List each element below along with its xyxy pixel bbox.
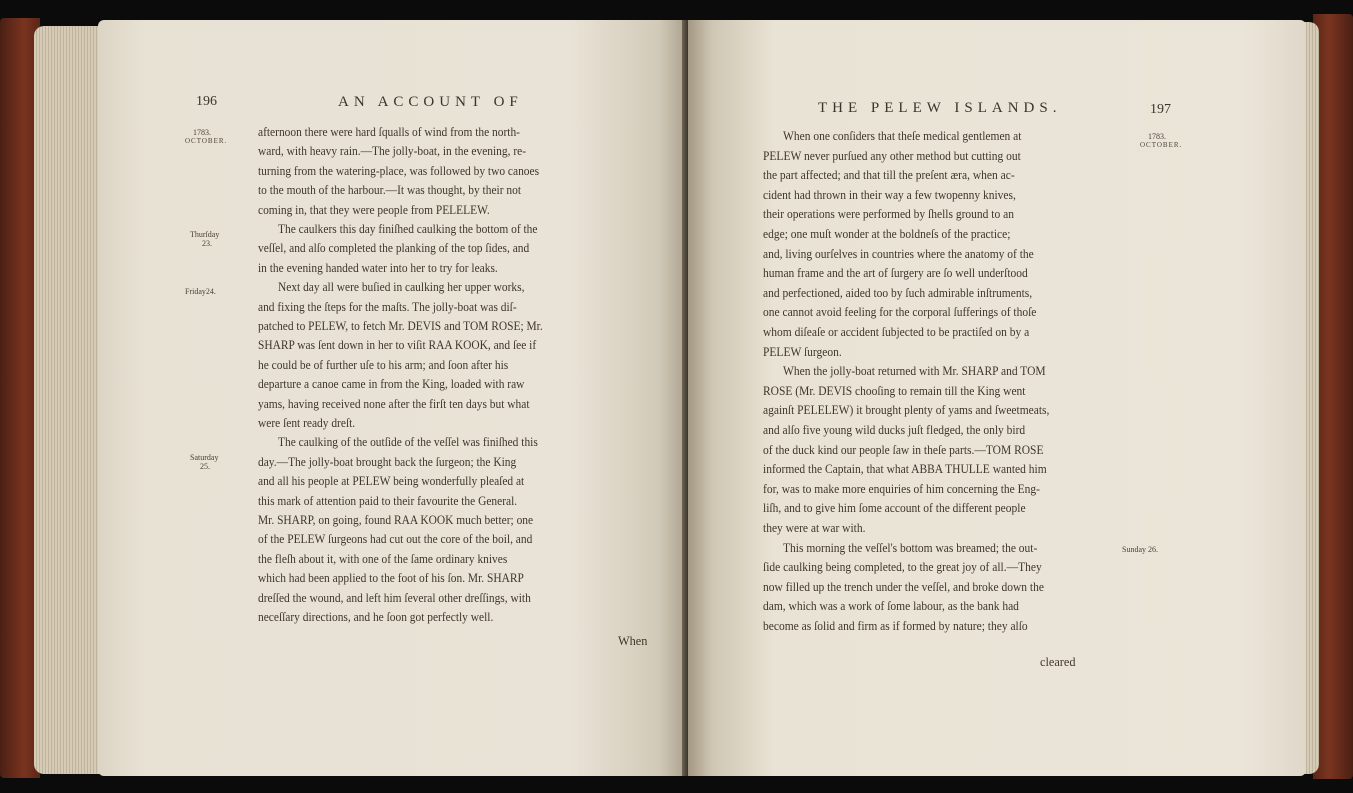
right-margin-note-date [1140,132,1182,150]
text-line: neceſſary directions, and he ſoon got perfectly well. [258,610,494,624]
margin-day-label: Friday24. [185,287,216,296]
margin-day-label: Saturday [190,453,219,462]
left-page-edges [34,26,104,774]
text-line: againſt PELELEW) it brought plenty of yams and ſweetmeats, [763,403,1050,418]
text-line: were ſent ready dreſt. [258,416,356,430]
text-line: departure a canoe came in from the King, loaded with raw [258,377,525,392]
text-line: their operations were performed by ſhells ground to an [763,207,1014,222]
text-line: they were at war with. [763,521,866,535]
text-line: Next day all were buſied in caulking her upper works, [278,280,525,295]
text-line: When one conſiders that theſe medical gentlemen at [783,129,1022,143]
text-line: patched to PELEW, to fetch Mr. DEVIS and TOM ROSE; Mr. [258,319,543,333]
left-running-head: AN ACCOUNT OF [338,94,523,110]
right-running-head: THE PELEW ISLANDS. [818,100,1062,116]
text-line: informed the Captain, that what ABBA THULLE wanted him [763,462,1047,477]
text-line: and alſo five young wild ducks juſt fledged, the only bird [763,423,1026,437]
margin-month: OCTOBER. [1140,141,1183,149]
margin-day-number: 25. [200,462,210,471]
text-line: liſh, and to give him ſome account of the different people [763,501,1026,516]
text-line: the fleſh about it, with one of the ſame ordinary knives [258,551,508,566]
text-line: PELEW never purſued any other method but cutting out [763,148,1021,163]
text-line: ROSE (Mr. DEVIS chooſing to remain till the King went [763,383,1026,398]
left-margin-note-thursday [190,230,219,248]
text-line: coming in, that they were people from PELELEW. [258,202,490,217]
text-line: yams, having received none after the firſt ten days but what [258,396,530,411]
text-line: for, was to make more enquiries of him concerning the Eng- [763,481,1040,496]
right-cover [1313,14,1353,779]
right-catchword: cleared [1040,655,1076,669]
text-line: to the mouth of the harbour.—It was thought, by their not [258,183,522,198]
margin-month: OCTOBER. [185,137,228,145]
text-line: and perfectioned, aided too by ſuch admirable inſtruments, [763,285,1033,300]
text-line: which had been applied to the foot of his ſon. Mr. SHARP [258,571,524,586]
left-margin-note-date [185,128,227,146]
text-line: SHARP was ſent down in her to viſit RAA KOOK, and ſee if [258,338,537,353]
text-line: become as ſolid and firm as if formed by nature; they alſo [763,619,1028,633]
text-line: now filled up the trench under the veſſel, and broke down the [763,579,1044,594]
text-line: day.—The jolly-boat brought back the ſurgeon; the King [258,454,517,469]
right-margin-note-sunday [1122,545,1158,554]
text-line: dam, which was a work of ſome labour, as the bank had [763,599,1019,614]
text-line: turning from the watering-place, was followed by two canoes [258,163,540,178]
margin-day-label: Thurſday [190,230,220,239]
text-line: human frame and the art of ſurgery are ſo well underſtood [763,266,1028,281]
text-line: and fixing the ſteps for the maſts. The jolly-boat was diſ- [258,299,517,314]
margin-year: 1783. [193,128,211,137]
text-line: PELEW ſurgeon. [763,344,842,359]
text-line: he could be of further uſe to his arm; and ſoon after his [258,357,509,372]
text-line: this mark of attention paid to their favourite the General. [258,493,518,508]
text-line: This morning the veſſel's bottom was breamed; the out- [783,540,1038,555]
left-margin-note-friday [185,287,216,296]
text-line: When the jolly-boat returned with Mr. SHARP and TOM [783,364,1046,379]
text-line: Mr. SHARP, on going, found RAA KOOK much better; one [258,513,534,527]
text-line: edge; one muſt wonder at the boldneſs of the practice; [763,227,1011,241]
text-line: and, living ourſelves in countries where the anatomy of the [763,246,1034,261]
text-line: dreſſed the wound, and left him ſeveral other dreſſings, with [258,590,531,605]
margin-day-label: Sunday 26. [1122,545,1158,554]
left-margin-note-saturday [190,453,218,471]
text-line: and all his people at PELEW being wonderfully pleaſed at [258,474,525,489]
left-page-number: 196 [196,94,217,109]
text-line: ward, with heavy rain.—The jolly-boat, in the evening, re- [258,144,527,159]
text-line: The caulking of the outſide of the veſſel was finiſhed this [278,435,538,450]
left-catchword: When [618,634,648,648]
text-line: the part affected; and that till the preſent æra, when ac- [763,168,1015,183]
text-line: The caulkers this day finiſhed caulking the bottom of the [278,222,538,236]
margin-year: 1783. [1148,132,1166,141]
text-line: veſſel, and alſo completed the planking of the top ſides, and [258,241,530,256]
text-line: whom diſeaſe or accident ſubjected to be practiſed on by a [763,325,1030,339]
text-line: of the duck kind our people ſaw in theſe parts.—TOM ROSE [763,442,1044,457]
text-line: afternoon there were hard ſqualls of wind from the north- [258,125,520,139]
margin-day-number: 23. [202,239,212,248]
right-page-number: 197 [1150,102,1171,117]
text-line: in the evening handed water into her to try for leaks. [258,260,498,275]
text-line: one cannot avoid feeling for the corporal ſufferings of thoſe [763,305,1037,320]
text-line: of the PELEW ſurgeons had cut out the core of the boil, and [258,532,533,547]
text-line: ſide caulking being completed, to the great joy of all.—They [763,560,1042,575]
text-line: cident had thrown in their way a few twopenny knives, [763,187,1016,202]
